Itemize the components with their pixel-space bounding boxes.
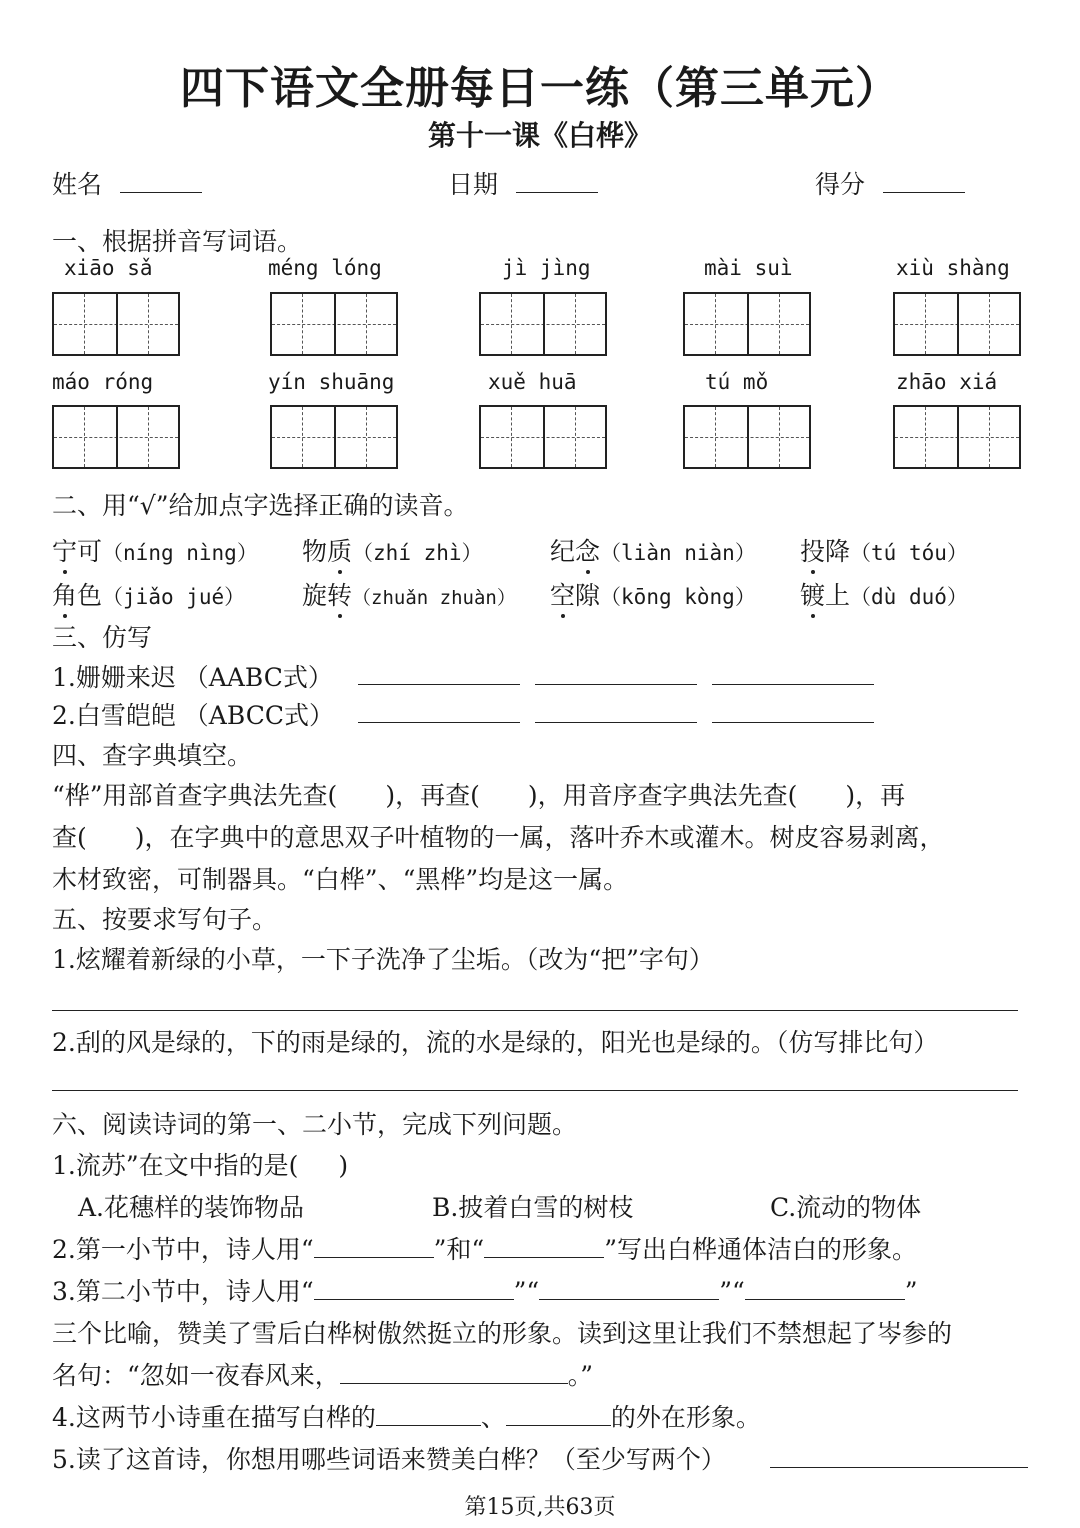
pinyin: jì jìng (502, 256, 591, 280)
text: )，用音序查字典法先查( (527, 781, 798, 810)
section6-heading: 六、阅读诗词的第一、二小节，完成下列问题。 (52, 1110, 578, 1139)
answer-blank[interactable] (506, 1424, 611, 1426)
reading-question-5: 5.读了这首诗，你想用哪些词语来赞美白桦？（至少写两个） (52, 1445, 726, 1474)
reading-question-2 (52, 1230, 917, 1266)
writing-grid[interactable] (270, 405, 398, 469)
answer-blank[interactable] (712, 722, 874, 723)
text: 查( (52, 823, 87, 852)
pinyin: méng lóng (268, 256, 382, 280)
text: “桦”用部首查字典法先查( (52, 781, 338, 810)
reading-question-3-cont: 三个比喻，赞美了雪后白桦树傲然挺立的形象。读到这里让我们不禁想起了岑参的 (52, 1319, 953, 1348)
dictionary-line-2 (52, 818, 945, 854)
pinyin-options: （liàn niàn） (600, 541, 756, 565)
pinyin-options: （zhí zhì） (352, 541, 483, 565)
pinyin: xuě huā (488, 370, 577, 394)
dotted-char: 念 (575, 537, 601, 566)
section3-heading: 三、仿写 (52, 623, 153, 652)
char: 纪 (550, 537, 576, 566)
pinyin: tú mǒ (705, 370, 769, 394)
dictionary-line-3: 木材致密，可制器具。“白桦”、“黑桦”均是这一属。 (52, 865, 629, 894)
text: ”“ (719, 1277, 745, 1306)
text: 名句：“忽如一夜春风来， (52, 1361, 340, 1390)
option-b[interactable]: B.披着白雪的树枝 (432, 1193, 634, 1222)
text: 4.这两节小诗重在描写白桦的 (52, 1403, 376, 1432)
writing-grid[interactable] (479, 292, 607, 356)
answer-blank[interactable] (770, 1467, 1028, 1468)
answer-blank[interactable] (535, 722, 697, 723)
dotted-char: 镀 (800, 581, 826, 610)
dictionary-line-1 (52, 776, 905, 812)
writing-grid[interactable] (683, 405, 811, 469)
text: ”写出白桦通体洁白的形象。 (604, 1235, 917, 1264)
answer-blank[interactable] (712, 684, 874, 685)
section1-heading: 一、根据拼音写词语。 (52, 227, 303, 256)
name-label: 姓名 (52, 170, 103, 199)
answer-blank[interactable] (358, 684, 520, 685)
pronunciation-item[interactable] (550, 532, 756, 568)
pronunciation-item[interactable] (800, 576, 968, 612)
text: ”和“ (433, 1235, 485, 1264)
text: )，在字典中的意思双子叶植物的一属，落叶乔木或灌木。树皮容易剥离， (134, 823, 945, 852)
section4-heading: 四、查字典填空。 (52, 741, 253, 770)
pinyin: mài suì (704, 256, 793, 280)
char: 可 (77, 537, 103, 566)
writing-grid[interactable] (683, 292, 811, 356)
pinyin: yín shuāng (268, 370, 395, 394)
char: 隙 (575, 581, 601, 610)
option-a[interactable]: A.花穗样的装饰物品 (78, 1193, 305, 1222)
score-blank[interactable] (883, 191, 965, 193)
date-blank[interactable] (516, 191, 598, 193)
answer-blank[interactable] (484, 1256, 604, 1258)
date-field (448, 165, 598, 201)
pinyin-options: （zhuǎn zhuàn） (352, 587, 516, 609)
dotted-char: 空 (550, 581, 576, 610)
answer-line[interactable] (52, 1090, 1018, 1091)
text: )，再查( (385, 781, 480, 810)
text: 2.第一小节中，诗人用“ (52, 1235, 314, 1264)
dotted-char: 投 (800, 537, 826, 566)
text: 、 (480, 1403, 506, 1432)
sentence-question: 1.炫耀着新绿的小草，一下子洗净了尘垢。（改为“把”字句） (52, 945, 714, 974)
lesson-subtitle: 第十一课《白桦》 (427, 119, 652, 152)
writing-grid[interactable] (893, 292, 1021, 356)
section5-heading: 五、按要求写句子。 (52, 905, 278, 934)
option-c[interactable]: C.流动的物体 (770, 1193, 922, 1222)
score-field (815, 165, 965, 201)
writing-grid[interactable] (270, 292, 398, 356)
answer-blank[interactable] (314, 1256, 434, 1258)
text: ”“ (513, 1277, 540, 1306)
reading-question-3-quote (52, 1356, 593, 1392)
score-label: 得分 (815, 170, 866, 199)
reading-question-4 (52, 1398, 761, 1434)
char: 物 (302, 537, 328, 566)
sentence-question: 2.刮的风是绿的，下的雨是绿的，流的水是绿的，阳光也是绿的。（仿写排比句） (52, 1028, 939, 1057)
text: )，再 (845, 781, 906, 810)
writing-grid[interactable] (479, 405, 607, 469)
pronunciation-item[interactable] (52, 576, 245, 612)
answer-blank[interactable] (539, 1298, 719, 1300)
pinyin: zhāo xiá (896, 370, 998, 394)
char: 上 (825, 581, 851, 610)
name-blank[interactable] (120, 191, 202, 193)
char: 色 (77, 581, 103, 610)
page-title: 四下语文全册每日一练（第三单元） (180, 63, 900, 114)
imitation-question: 2.白雪皑皑 （ABCC式） (52, 701, 334, 730)
writing-grid[interactable] (893, 405, 1021, 469)
pronunciation-item[interactable] (800, 532, 968, 568)
pinyin: máo róng (52, 370, 154, 394)
pronunciation-item[interactable] (302, 532, 483, 568)
page-footer: 第15页,共63页 (464, 1495, 616, 1520)
pinyin-options: （jiǎo jué） (102, 585, 246, 609)
text: 3.第二小节中，诗人用“ (52, 1277, 314, 1306)
pronunciation-item[interactable] (302, 576, 516, 612)
text: 1.流苏”在文中指的是( (52, 1151, 299, 1180)
char: 降 (825, 537, 851, 566)
answer-blank[interactable] (340, 1382, 568, 1384)
text: 的外在形象。 (610, 1403, 761, 1432)
answer-blank[interactable] (314, 1298, 514, 1300)
answer-blank[interactable] (745, 1298, 905, 1300)
writing-grid[interactable] (52, 292, 180, 356)
answer-blank[interactable] (358, 722, 520, 723)
text: ” (904, 1277, 918, 1306)
pinyin: xiù shàng (896, 256, 1010, 280)
dotted-char: 质 (327, 537, 353, 566)
char: 旋 (302, 581, 328, 610)
date-label: 日期 (448, 170, 499, 199)
reading-question-3 (52, 1272, 918, 1308)
reading-question-1 (52, 1146, 348, 1182)
dotted-char: 宁 (52, 537, 78, 566)
pinyin-options: （tú tóu） (850, 541, 968, 565)
writing-grid[interactable] (52, 405, 180, 469)
pinyin: xiāo sǎ (64, 256, 153, 280)
pronunciation-item[interactable] (550, 576, 756, 612)
pinyin-options: （kōng kòng） (600, 585, 756, 609)
imitation-question: 1.姗姗来迟 （AABC式） (52, 663, 333, 692)
answer-line[interactable] (52, 1010, 1018, 1011)
pronunciation-item[interactable] (52, 532, 258, 568)
text: ) (338, 1151, 349, 1180)
dotted-char: 转 (327, 581, 353, 610)
pinyin-options: （dù duó） (850, 585, 968, 609)
dotted-char: 角 (52, 581, 78, 610)
answer-blank[interactable] (535, 684, 697, 685)
pinyin-options: （níng nìng） (102, 541, 258, 565)
section2-heading: 二、用“√”给加点字选择正确的读音。 (52, 491, 469, 520)
name-field (52, 165, 202, 201)
text: 。” (567, 1361, 594, 1390)
answer-blank[interactable] (376, 1424, 481, 1426)
